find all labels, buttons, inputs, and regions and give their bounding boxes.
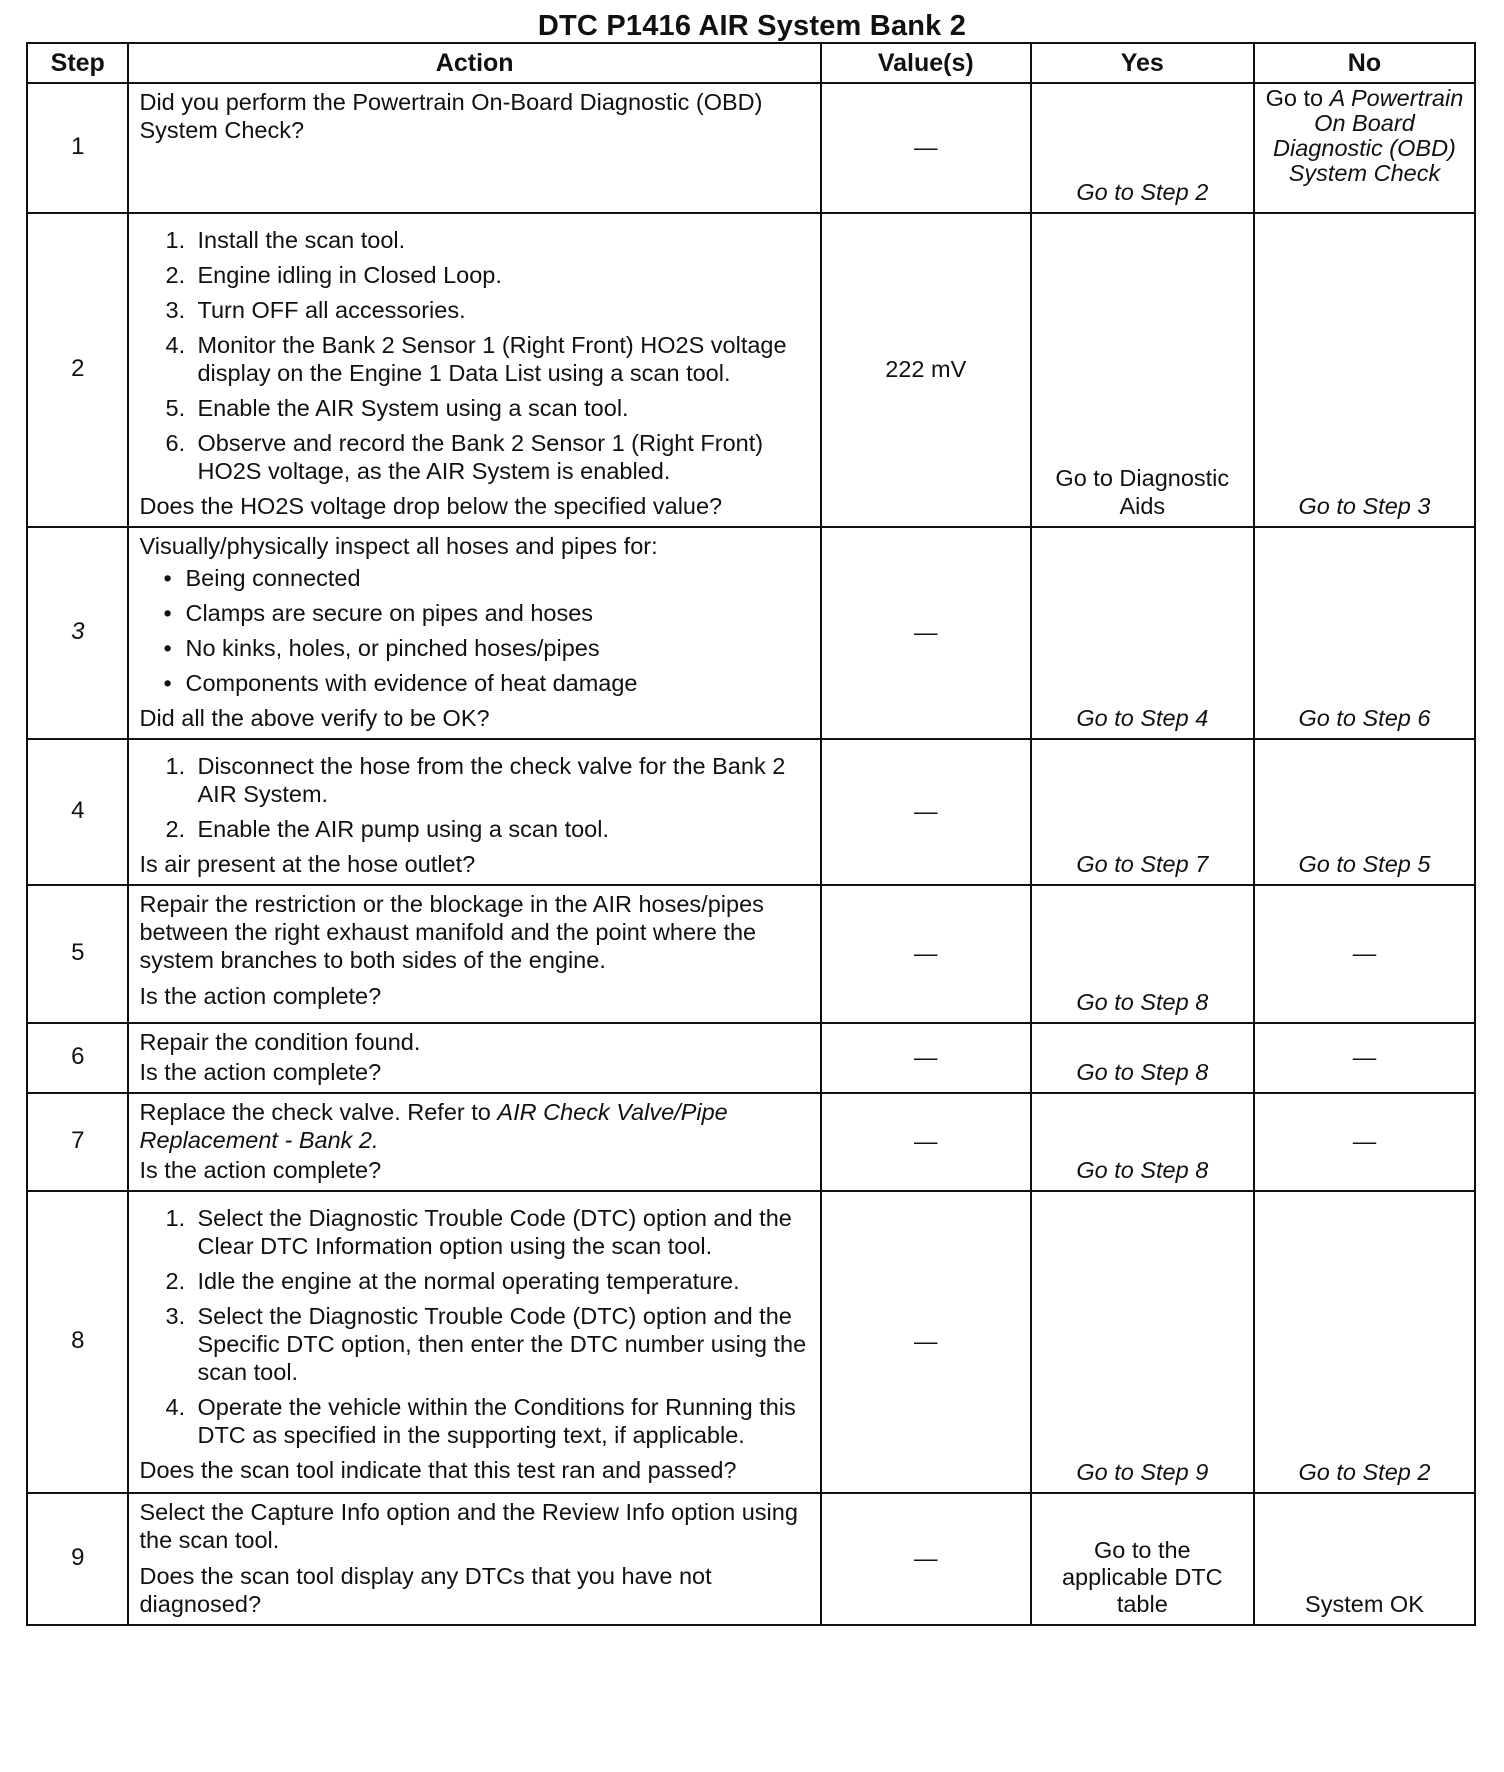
yes-link[interactable]: Go to Step 8 [1031,885,1254,1023]
header-action: Action [128,43,820,83]
step-number: 4 [27,739,128,885]
action-cell [128,1493,820,1625]
list-item: Disconnect the hose from the check valve for the Bank 2 AIR System. [197,753,786,807]
action-text: Repair the condition found. [139,1029,421,1055]
yes-link[interactable]: Go to Step 8 [1031,1093,1254,1191]
action-cell [128,739,820,885]
action-question: Does the HO2S voltage drop below the specified value? [139,493,723,519]
action-cell [128,527,820,739]
step-number: 8 [27,1191,128,1493]
list-item: Monitor the Bank 2 Sensor 1 (Right Front) HO2S voltage display on the Engine 1 Data List using a scan tool. [197,332,787,386]
action-question: Is air present at the hose outlet? [139,851,476,877]
action-question: Did all the above verify to be OK? [139,705,490,731]
no-link[interactable]: Go to Step 3 [1254,213,1475,527]
action-bullets [139,564,809,697]
table-row [27,1023,1475,1093]
table-row [27,527,1475,739]
list-item: Select the Diagnostic Trouble Code (DTC) option and the Specific DTC option, then enter the DTC number using the scan tool. [197,1303,807,1385]
value-cell: — [821,739,1031,885]
no-value: — [1254,885,1475,1023]
list-item: Engine idling in Closed Loop. [197,262,502,288]
header-values: Value(s) [821,43,1031,83]
header-yes: Yes [1031,43,1254,83]
table-row [27,1093,1475,1191]
header-row [27,43,1475,83]
yes-link[interactable]: Go to Step 4 [1031,527,1254,739]
page-title: DTC P1416 AIR System Bank 2 [537,10,967,42]
yes-link[interactable]: Go to the applicable DTC table [1031,1493,1254,1625]
list-item: • Clamps are secure on pipes and hoses [139,599,809,627]
yes-link[interactable]: Go to Step 2 [1031,83,1254,213]
diagnostic-table [26,42,1476,1626]
step-number: 9 [27,1493,128,1625]
action-question: Does the scan tool display any DTCs that you have not diagnosed? [139,1563,712,1617]
step-number: 1 [27,83,128,213]
step-number: 6 [27,1023,128,1093]
table-row [27,885,1475,1023]
table-row [27,83,1475,213]
header-no: No [1254,43,1475,83]
no-link[interactable] [1254,83,1475,213]
no-value: — [1254,1023,1475,1093]
list-item: Observe and record the Bank 2 Sensor 1 (Right Front) HO2S voltage, as the AIR System is enabled. [197,430,764,484]
table-row [27,1191,1475,1493]
action-cell [128,885,820,1023]
action-cell [128,1023,820,1093]
action-text [139,1098,809,1154]
table-row [27,1493,1475,1625]
list-item: • No kinks, holes, or pinched hoses/pipes [139,634,809,662]
action-steps [139,752,809,843]
value-cell: — [821,1191,1031,1493]
value-cell: — [821,1093,1031,1191]
list-item: Install the scan tool. [197,227,406,253]
yes-link[interactable]: Go to Step 9 [1031,1191,1254,1493]
yes-link[interactable]: Go to Diagnostic Aids [1031,213,1254,527]
step-number: 2 [27,213,128,527]
list-item: Enable the AIR pump using a scan tool. [197,816,609,842]
action-steps [139,226,809,485]
yes-link[interactable]: Go to Step 8 [1031,1023,1254,1093]
list-item: Idle the engine at the normal operating temperature. [197,1268,740,1294]
no-link[interactable]: Go to Step 2 [1254,1191,1475,1493]
table-row [27,213,1475,527]
action-cell [128,83,820,213]
action-question: Is the action complete? [139,1157,382,1183]
value-cell: — [821,1023,1031,1093]
list-item: • Components with evidence of heat damage [139,669,809,697]
header-step: Step [27,43,128,83]
action-question: Is the action complete? [139,983,382,1009]
action-cell [128,213,820,527]
value-cell: — [821,1493,1031,1625]
action-cell [128,1191,820,1493]
no-result: System OK [1254,1493,1475,1625]
action-text: Did you perform the Powertrain On-Board Diagnostic (OBD) System Check? [139,89,763,143]
value-cell: 222 mV [821,213,1031,527]
no-link[interactable]: Go to Step 5 [1254,739,1475,885]
action-text: Select the Capture Info option and the Review Info option using the scan tool. [139,1499,798,1553]
step-number: 5 [27,885,128,1023]
list-item: Turn OFF all accessories. [197,297,466,323]
action-question: Is the action complete? [139,1059,382,1085]
no-prefix: Go to [1265,85,1324,111]
action-text-prefix: Replace the check valve. Refer to [139,1099,491,1125]
action-intro: Visually/physically inspect all hoses and pipes for: [139,533,658,559]
list-item: Operate the vehicle within the Conditions for Running this DTC as specified in the supporting text, if applicable. [197,1394,796,1448]
action-text: Repair the restriction or the blockage in the AIR hoses/pipes between the right exhaust manifold and the point where the system branches to both sides of the engine. [139,891,764,973]
no-link[interactable]: Go to Step 6 [1254,527,1475,739]
no-reference: A Powertrain On Board Diagnostic (OBD) System Check [1273,85,1464,186]
step-number: 3 [27,527,128,739]
value-cell: — [821,527,1031,739]
step-number: 7 [27,1093,128,1191]
action-question: Does the scan tool indicate that this test ran and passed? [139,1457,737,1483]
yes-link[interactable]: Go to Step 7 [1031,739,1254,885]
list-item: • Being connected [139,564,809,592]
value-cell: — [821,885,1031,1023]
list-item: Select the Diagnostic Trouble Code (DTC) option and the Clear DTC Information option using the scan tool. [197,1205,792,1259]
action-reference-link[interactable]: AIR Check Valve/Pipe Replacement - Bank 2. [139,1099,728,1153]
action-cell [128,1093,820,1191]
no-value: — [1254,1093,1475,1191]
action-steps [139,1204,809,1449]
value-cell: — [821,83,1031,213]
table-row [27,739,1475,885]
list-item: Enable the AIR System using a scan tool. [197,395,629,421]
